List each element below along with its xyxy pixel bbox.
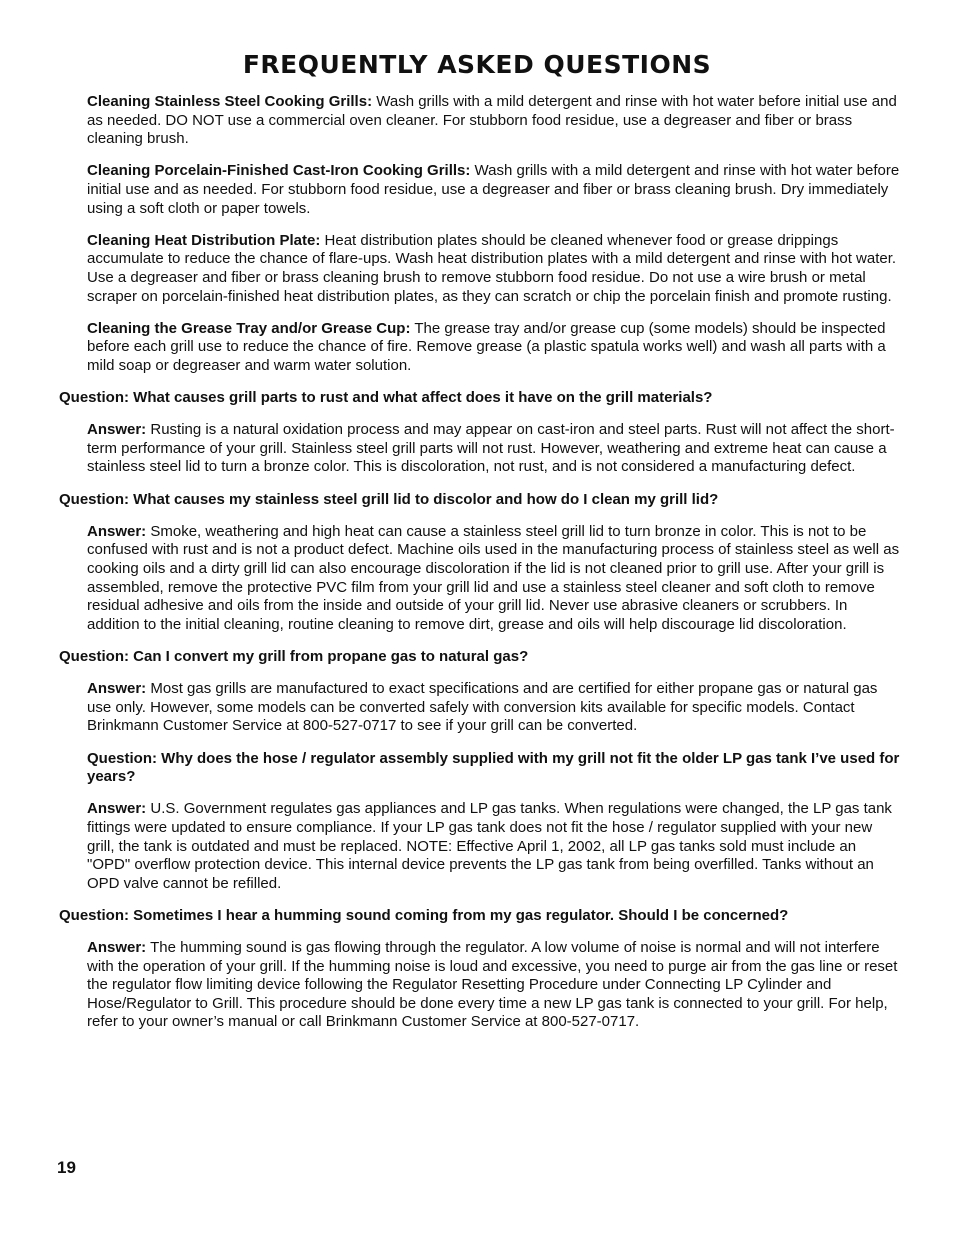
faq-paragraph-heat-plate (59, 232, 901, 306)
answer-text: Most gas grills are manufactured to exact specifications and are certified for either propane gas or natural gas use only. However, some models can be converted safely with conversion kits available for specific models. Contact Brinkmann Customer Service at 800-527-0717 to see if your grill can be converted. (87, 680, 878, 735)
paragraph-lead: Cleaning Stainless Steel Cooking Grills: (87, 93, 373, 110)
faq-answer-rust (59, 421, 901, 477)
faq-paragraph-porcelain-grills (59, 162, 901, 218)
faq-paragraph-grease-tray (59, 320, 901, 376)
answer-text: Rusting is a natural oxidation process and may appear on cast-iron and steel parts. Rust will not affect the short-term performance of your grill. Stainless steel grill parts will not rust. However, weathering and extreme heat can cause a stainless steel lid to turn a bronze color. This is discoloration, not rust, and is not considered a manufacturing defect. (87, 421, 895, 476)
paragraph-text: Heat distribution plates should be cleaned whenever food or grease drippings accumulate to reduce the chance of flare-ups. Wash heat distribution plates with a mild detergent and rinse with hot water. Use a degreaser and fiber or brass cleaning brush to remove stubborn food residue. Do not use a wire brush or metal scraper on porcelain-finished heat distribution plates, as they can scratch or chip the porcelain finish and promote rusting. (87, 231, 897, 305)
question-text: Question: Can I convert my grill from propane gas to natural gas? (59, 648, 529, 665)
question-text: Question: Sometimes I hear a humming sound coming from my gas regulator. Should I be concerned? (59, 906, 789, 924)
answer-text: Smoke, weathering and high heat can cause a stainless steel grill lid to turn bronze in color. This is not to be confused with rust and is not a product defect. Machine oils used in the manufacturing process of stainless steel as well as cooking oils and a dirty grill lid can also encourage discoloration if the lid is not cleaned prior to grill use. After your grill is assembled, remove the protective PVC film from your grill lid and use a stainless steel cleaner and soft cloth to remove residual adhesive and oils from the inside and outside of your grill lid. Never use abrasive cleaners or scrubbers. In addition to the initial cleaning, routine cleaning to remove dirt, grease and oils will help discourage lid discoloration. (87, 522, 900, 633)
faq-paragraph-stainless-grills (59, 93, 901, 149)
faq-question-rust (59, 389, 901, 408)
page-number: 19 (57, 1158, 76, 1177)
question-text: Question: What causes grill parts to rust and what affect does it have on the grill materials? (59, 389, 713, 407)
faq-question-hose-regulator (59, 750, 901, 787)
question-text: Question: Why does the hose / regulator assembly supplied with my grill not fit the older LP gas tank I’ve used for years? (87, 749, 900, 786)
paragraph-text: Wash grills with a mild detergent and rinse with hot water before initial use and as needed. DO NOT use a commercial oven cleaner. For stubborn food residue, use a degreaser and fiber or brass cleaning brush. (87, 93, 897, 148)
answer-lead: Answer: (87, 939, 147, 957)
faq-content (59, 93, 901, 1046)
paragraph-lead: Cleaning the Grease Tray and/or Grease Cup: (87, 319, 411, 337)
answer-text: U.S. Government regulates gas appliances and LP gas tanks. When regulations were changed, the LP gas tank fittings were updated to ensure compliance. If your LP gas tank does not fit the hose / regulator supplied with your new grill, the tank is outdated and must be replaced. NOTE: Effective April 1, 2002, all LP gas tanks sold must include an "OPD" overflow protection device. This internal device prevents the LP gas tank from being overfilled. Tanks without an OPD valve cannot be refilled. (87, 800, 892, 892)
faq-question-lid-discolor (59, 491, 901, 510)
paragraph-text: Wash grills with a mild detergent and rinse with hot water before initial use and as needed. For stubborn food residue, use a degreaser and fiber or brass cleaning brush. Dry immediately using a soft cloth or paper towels. (87, 162, 900, 217)
paragraph-text: The grease tray and/or grease cup (some models) should be inspected before each grill use to reduce the chance of fire. Remove grease (a plastic spatula works well) and wash all parts with a mild soap or degreaser and warm water solution. (87, 319, 886, 374)
paragraph-lead: Cleaning Porcelain-Finished Cast-Iron Cooking Grills: (87, 162, 471, 180)
answer-lead: Answer: (87, 800, 147, 818)
faq-question-humming (59, 907, 901, 926)
faq-question-convert-gas (59, 648, 901, 667)
answer-text: The humming sound is gas flowing through the regulator. A low volume of noise is normal and will not interfere with the operation of your grill. If the humming noise is loud and excessive, you need to purge air from the gas line or reset the regulator flow limiting device following the Regulator Resetting Procedure under Connecting LP Cylinder and Hose/Regulator to Grill. This procedure should be done every time a new LP gas tank is connected to your grill. For help, refer to your owner’s manual or call Brinkmann Customer Service at 800-527-0717. (87, 939, 898, 1031)
faq-answer-humming (59, 939, 901, 1032)
page-title: FREQUENTLY ASKED QUESTIONS (242, 50, 712, 79)
question-text: Question: What causes my stainless steel grill lid to discolor and how do I clean my grill lid? (59, 490, 719, 508)
faq-answer-lid-discolor (59, 523, 901, 635)
answer-lead: Answer: (87, 522, 147, 540)
answer-lead: Answer: (87, 421, 147, 439)
answer-lead: Answer: (87, 680, 147, 698)
faq-answer-hose-regulator (59, 800, 901, 893)
faq-answer-convert-gas (59, 680, 901, 736)
paragraph-lead: Cleaning Heat Distribution Plate: (87, 231, 321, 249)
